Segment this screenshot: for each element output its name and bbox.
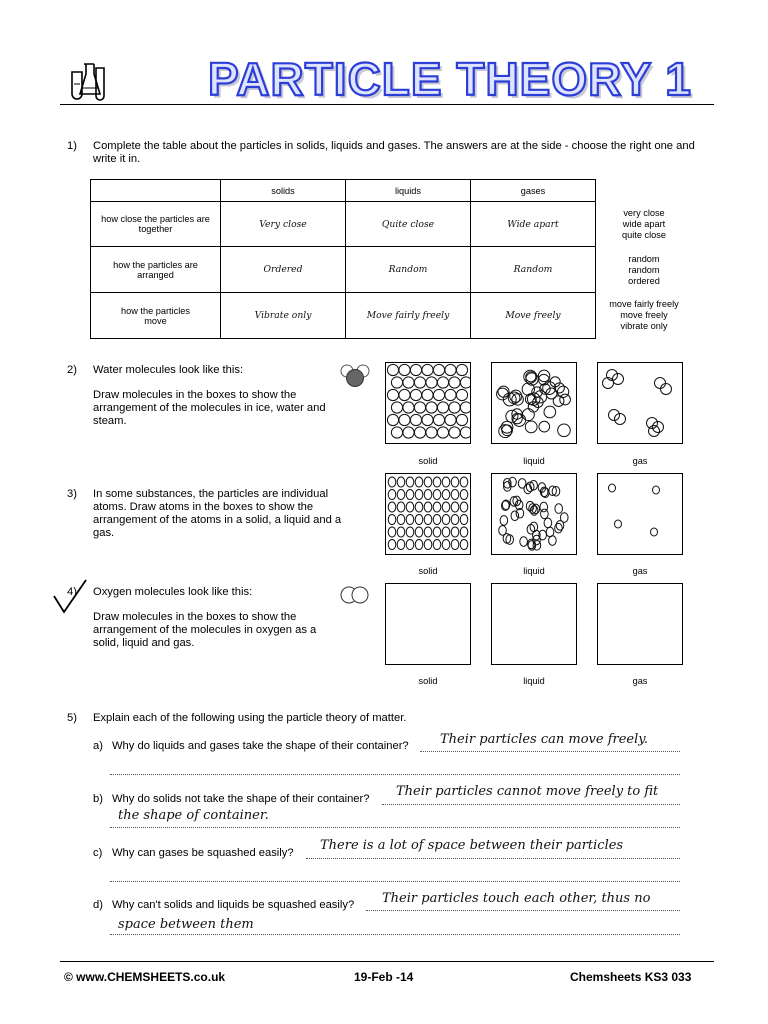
drawn-particle [415,540,423,550]
drawn-particle [615,520,622,528]
drawn-particle [546,527,554,537]
drawn-particle [511,511,519,521]
drawn-particle [403,402,414,413]
option-text: wide apart [622,219,666,229]
row-label: how the particles move [91,293,221,339]
ice-drawing-box [385,362,471,444]
option-text: random [628,265,660,275]
drawn-particle [424,515,432,525]
answer-cell: Move fairly freely [346,293,471,339]
footer-code: Chemsheets KS3 033 [570,970,692,984]
q2-label-gas: gas [632,456,648,466]
drawn-particle [387,364,398,375]
row-label: how the particles are arranged [91,247,221,293]
drawn-particle [460,490,468,500]
drawn-particle [399,389,410,400]
drawn-particle [415,490,423,500]
drawn-particle [422,364,433,375]
drawn-particle [500,516,508,526]
drawn-particle [397,490,405,500]
water-molecule-icon [338,362,372,388]
drawn-particle [615,414,626,425]
drawn-particle [415,515,423,525]
drawn-particle [558,424,571,437]
drawn-particle [406,477,414,487]
option-text: move freely [620,310,668,320]
drawn-particle [513,414,526,427]
answer-line [366,910,680,911]
drawn-particle [460,527,468,537]
answer-line [306,858,680,859]
answer-line [110,827,680,828]
particles-table [90,179,596,339]
answer-line [110,881,680,882]
option-text: random [628,254,660,264]
drawn-particle [451,515,459,525]
drawn-particle [539,421,550,432]
drawn-particle [406,490,414,500]
answer-cell: Random [346,247,471,293]
drawn-particle [651,528,658,536]
drawn-particle [406,502,414,512]
atom-gas-box [597,473,683,555]
answer-line [110,934,680,935]
drawn-particle [433,364,444,375]
water-drawing-box [491,362,577,444]
q4-number: 4) [67,586,77,598]
drawn-particle [406,527,414,537]
drawn-particle [406,515,414,525]
drawn-particle [387,389,398,400]
drawn-particle [456,389,467,400]
drawn-particle [555,504,563,514]
drawn-particle [460,477,468,487]
drawn-particle [442,502,450,512]
drawn-particle [460,402,470,413]
option-text: vibrate only [620,321,668,331]
drawn-particle [426,402,437,413]
drawn-particle [391,377,402,388]
drawn-particle [520,537,528,547]
drawn-particle [424,477,432,487]
drawn-particle [541,509,549,519]
drawn-particle [530,522,538,532]
drawn-particle [609,410,620,421]
answer-cell: Ordered [221,247,346,293]
drawn-particle [502,425,513,436]
q5d-answer: Their particles touch each other, thus no [382,891,651,906]
atom-solid-box [385,473,471,555]
answer-cell: Quite close [346,202,471,247]
lab-glassware-icon [66,58,112,102]
drawn-particle [449,427,460,438]
drawn-particle [451,477,459,487]
drawn-particle [560,394,571,405]
oxygen-molecule-icon [338,585,372,605]
q5d-answer-cont: space between them [118,917,254,932]
drawn-particle [397,502,405,512]
drawn-particle [433,490,441,500]
drawn-particle [397,477,405,487]
q5b-answer: Their particles cannot move freely to fit [396,784,659,799]
drawn-particle [451,502,459,512]
drawn-particle [609,484,616,492]
q5b-question: Why do solids not take the shape of their container? [112,793,370,805]
drawn-particle [655,378,666,389]
drawn-particle [544,406,556,418]
oxygen-liquid-box [491,583,577,665]
q4-line1: Oxygen molecules look like this: [93,586,253,598]
drawn-particle [433,389,444,400]
drawn-particle [661,384,672,395]
drawn-particle [442,477,450,487]
drawn-particle [451,540,459,550]
drawn-particle [415,527,423,537]
drawn-particle [442,490,450,500]
drawn-particle [424,502,432,512]
option-text: move fairly freely [609,299,679,309]
drawn-particle [460,427,470,438]
drawn-particle [442,540,450,550]
drawn-particle [426,427,437,438]
drawn-particle [387,414,398,425]
q5d-letter: d) [93,899,103,911]
drawn-particle [449,402,460,413]
drawn-particle [527,524,535,534]
q5c-question: Why can gases be squashed easily? [112,847,294,859]
drawn-particle [433,527,441,537]
q4-label-liquid: liquid [523,676,545,686]
drawn-particle [445,364,456,375]
footer-website: © www.CHEMSHEETS.co.uk [64,970,226,984]
q1-number: 1) [67,140,77,152]
q5c-answer: There is a lot of space between their particles [320,838,624,853]
drawn-particle [647,418,658,429]
drawn-particle [451,490,459,500]
drawn-particle [388,502,396,512]
drawn-particle [422,414,433,425]
q3-text: In some substances, the particles are individual atoms. Draw atoms in the boxes to show the arrangement of the atoms in a solid, a liquid and a gas. [93,488,342,539]
drawn-particle [424,490,432,500]
col-header-gases: gases [471,180,596,202]
drawn-particle [460,540,468,550]
q2-line1: Water molecules look like this: [93,364,244,376]
col-header-liquids: liquids [346,180,471,202]
q1-text: Complete the table about the particles in solids, liquids and gases. The answers are at the side - choose the right one and write it in. [93,140,695,165]
footer-date: 19-Feb -14 [354,970,414,984]
q5-intro: Explain each of the following using the particle theory of matter. [93,712,407,724]
footer-divider [60,961,714,962]
drawn-particle [518,479,526,489]
option-text: very close [623,208,665,218]
drawn-particle [456,364,467,375]
drawn-particle [437,402,448,413]
drawn-particle [388,490,396,500]
drawn-particle [403,427,414,438]
drawn-particle [388,477,396,487]
checkmark-icon [50,578,90,618]
row-label: how close the particles are together [91,202,221,247]
q3-label-gas: gas [632,566,648,576]
oxygen-solid-box [385,583,471,665]
drawn-particle [437,377,448,388]
drawn-particle [509,477,517,487]
answer-line [420,751,680,752]
drawn-particle [442,515,450,525]
option-text: quite close [622,230,666,240]
options-group-movement [584,299,704,332]
q5a-letter: a) [93,740,103,752]
drawn-particle [437,427,448,438]
drawn-particle [414,427,425,438]
drawn-particle [410,414,421,425]
q5a-question: Why do liquids and gases take the shape of their container? [112,740,409,752]
header-divider [60,104,714,105]
drawn-particle [397,515,405,525]
answer-line [110,774,680,775]
q5d-question: Why can't solids and liquids be squashed easily? [112,899,355,911]
drawn-particle [445,414,456,425]
q5b-letter: b) [93,793,103,805]
drawn-particle [424,540,432,550]
answer-cell: Very close [221,202,346,247]
drawn-particle [391,427,402,438]
drawn-particle [388,515,396,525]
drawn-particle [424,527,432,537]
drawn-particle [460,377,470,388]
answer-line [382,804,680,805]
drawn-particle [653,486,660,494]
drawn-particle [544,518,552,528]
options-group-closeness [584,208,704,241]
drawn-particle [522,409,534,421]
atom-liquid-box [491,473,577,555]
drawn-particle [540,502,548,512]
drawn-particle [414,377,425,388]
drawn-particle [391,402,402,413]
drawn-particle [460,502,468,512]
q5-number: 5) [67,712,77,724]
drawn-particle [433,477,441,487]
drawn-particle [560,513,568,523]
drawn-particle [388,527,396,537]
drawn-particle [399,364,410,375]
q4-label-solid: solid [418,676,438,686]
drawn-particle [433,502,441,512]
drawn-particle [403,377,414,388]
q4-text: Draw molecules in the boxes to show the arrangement of the molecules in oxygen as a solid, liquid and gas. [93,611,317,649]
drawn-particle [433,515,441,525]
oxygen-gas-box [597,583,683,665]
q3-label-liquid: liquid [523,566,545,576]
drawn-particle [415,477,423,487]
drawn-particle [433,540,441,550]
drawn-particle [426,377,437,388]
drawn-particle [414,402,425,413]
drawn-particle [415,502,423,512]
drawn-particle [388,540,396,550]
drawn-particle [451,527,459,537]
drawn-particle [525,421,537,433]
drawn-particle [460,515,468,525]
drawn-particle [506,535,514,545]
drawn-particle [445,389,456,400]
q5c-letter: c) [93,847,103,859]
drawn-particle [422,389,433,400]
options-group-arrangement [584,254,704,287]
q2-label-liquid: liquid [523,456,545,466]
drawn-particle [613,374,624,385]
drawn-particle [449,377,460,388]
steam-drawing-box [597,362,683,444]
answer-cell: Move freely [471,293,596,339]
drawn-particle [410,389,421,400]
q5b-answer-cont: the shape of container. [118,808,269,823]
answer-cell: Random [471,247,596,293]
drawn-particle [406,540,414,550]
q2-number: 2) [67,364,77,376]
drawn-particle [410,364,421,375]
col-header-solids: solids [221,180,346,202]
answer-cell: Vibrate only [221,293,346,339]
option-text: ordered [628,276,660,286]
q3-number: 3) [67,488,77,500]
q5a-answer: Their particles can move freely. [440,732,649,747]
drawn-particle [397,540,405,550]
q3-label-solid: solid [418,566,438,576]
drawn-particle [456,414,467,425]
page-title: PARTICLE THEORY 1 [208,53,692,105]
q2-text: Draw molecules in the boxes to show the arrangement of the molecules in ice, water and steam. [93,389,326,427]
drawn-particle [399,414,410,425]
q4-label-gas: gas [632,676,648,686]
drawn-particle [442,527,450,537]
drawn-particle [397,527,405,537]
drawn-particle [555,523,563,533]
drawn-particle [433,414,444,425]
answer-cell: Wide apart [471,202,596,247]
q2-label-solid: solid [418,456,438,466]
